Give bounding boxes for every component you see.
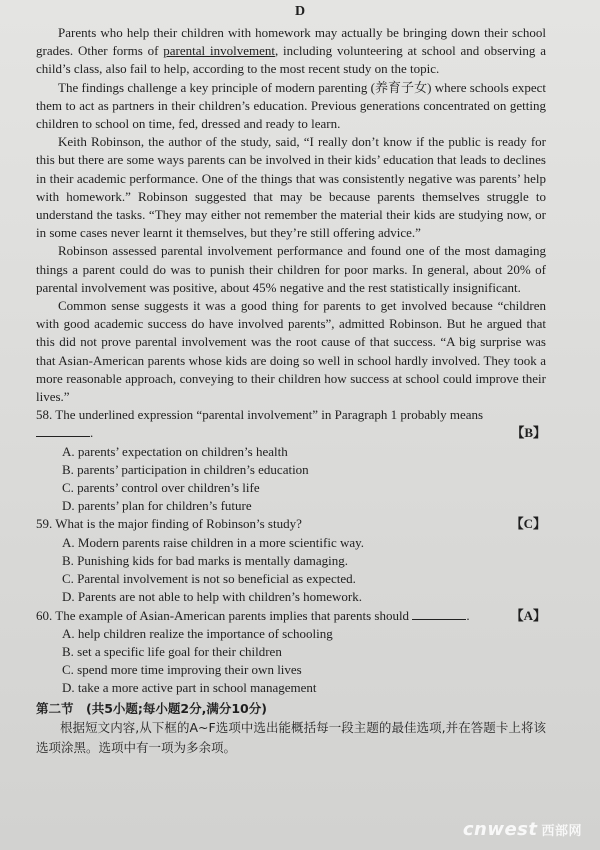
paragraph-3: Keith Robinson, the author of the study, said, “I really don’t know if the public is ready for this but there are some ways parents can be involved in their kids’ education that leads to declines in their academic performance. One of the things that was consistently negative was parents’ help with homework.” Robinson suggested that may be because parents themselves struggle to understand the tasks. “They may either not remember the material their kids are studying now, or in some cases never learnt it themselves, but they’re still offering advice.” xyxy=(36,134,546,241)
question-stem: 59. What is the major finding of Robinson’s study? xyxy=(36,516,302,532)
underlined-expression: parental involvement xyxy=(163,43,275,59)
paragraph-5: Common sense suggests it was a good thing for parents to get involved because “children with good academic success do have involved parents”, admitted Robinson. But he argued that this did not prove parental involvement was the root cause of that success. “A big surprise was that Asian-American parents whose kids are doing so well in school hardly involved. They took a more reasonable approach, conveying to their children how success at school could improve their lives.” xyxy=(36,298,546,405)
passage-heading: D xyxy=(294,4,306,19)
question-59 xyxy=(36,515,546,533)
option-a: A. help children realize the importance of schooling xyxy=(62,625,333,641)
option-c: C. spend more time improving their own lives xyxy=(62,662,302,678)
answer-blank xyxy=(36,424,90,437)
site-watermark xyxy=(463,819,582,840)
option-c: C. Parental involvement is not so beneficial as expected. xyxy=(62,571,356,587)
answer-key: 【B】 xyxy=(511,425,546,441)
answer-key: 【C】 xyxy=(510,516,546,532)
paragraph-2: The findings challenge a key principle of modern parenting (养育子女) where schools expect them to act as partners in their children’s education. Previous generations concentrated on getting children to school on time, fed, dressed and ready to learn. xyxy=(36,79,546,132)
option-d: D. parents’ plan for children’s future xyxy=(62,498,252,514)
question-58: 58. The underlined expression “parental involvement” in Paragraph 1 probably means . 【B】 xyxy=(36,407,546,441)
section-2-title: 第二节 (共5小题;每小题2分,满分10分) xyxy=(36,700,267,716)
option-d: D. take a more active part in school management xyxy=(62,680,317,696)
option-b: B. set a specific life goal for their children xyxy=(62,643,282,659)
passage-content xyxy=(36,24,546,758)
option-a: A. parents’ expectation on children’s health xyxy=(62,443,288,459)
question-60: 60. The example of Asian-American parents implies that parents should . 【A】 xyxy=(36,607,546,625)
option-c: C. parents’ control over children’s life xyxy=(62,480,260,496)
option-b: B. parents’ participation in children’s education xyxy=(62,461,309,477)
option-a: A. Modern parents raise children in a more scientific way. xyxy=(62,534,365,550)
paragraph-1: Parents who help their children with homework may actually be bringing down their school grades. Other forms of parental involvement, including volunteering at school and observing a child’s class, also fail to help, according to the most recent study on the topic. xyxy=(36,25,546,77)
paragraph-4: Robinson assessed parental involvement performance and found one of the most damaging things a parent could do was to punish their children for poor marks. In general, about 20% of parental involvement was positive, about 45% negative and the rest statistically insignificant. xyxy=(36,243,546,295)
question-stem: 60. The example of Asian-American parents implies that parents should xyxy=(36,607,410,623)
option-b: B. Punishing kids for bad marks is mentally damaging. xyxy=(62,552,348,568)
answer-blank xyxy=(412,607,466,620)
watermark-brand: cnwest xyxy=(462,819,538,840)
answer-key: 【A】 xyxy=(510,607,546,623)
question-stem: 58. The underlined expression “parental involvement” in Paragraph 1 probably means xyxy=(36,407,484,423)
option-d: D. Parents are not able to help with children’s homework. xyxy=(62,589,363,605)
watermark-brand-cn: 西部网 xyxy=(541,824,582,839)
section-2-instruction: 根据短文内容,从下框的A~F选项中选出能概括每一段主题的最佳选项,并在答题卡上将该选项涂黑。选项中有一项为多余项。 xyxy=(36,719,546,755)
